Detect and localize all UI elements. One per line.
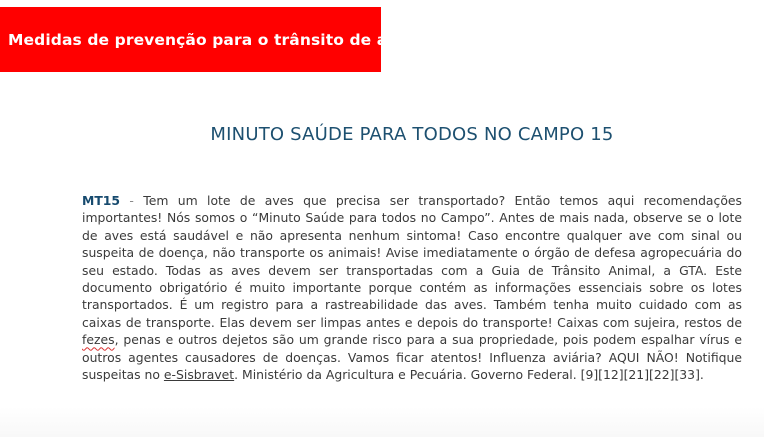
paragraph-text-part3: . Ministério da Agricultura e Pecuária. Governo Federal. [9][12][21][22][33].	[234, 367, 704, 383]
page-bottom-edge	[0, 407, 764, 437]
body-paragraph	[82, 192, 742, 383]
code-label: MT15	[82, 193, 121, 208]
e-sisbravet-link[interactable]: e-Sisbravet	[163, 367, 235, 383]
banner-title: Medidas de prevenção para o trânsito de aves	[8, 30, 418, 49]
section-heading: MINUTO SAÚDE PARA TODOS NO CAMPO 15	[210, 124, 614, 145]
paragraph-text-part1: Tem um lote de aves que precisa ser transportado? Então temos aqui recomendações importantes! Nós somos o “Minuto Saúde para todos no Campo”. Antes de mais nada, observe se o lote de aves está saudável e não apresenta nenhum sintoma! Caso encontre qualquer ave com sinal ou suspeita de doença, não transporte os animais! Avise imediatamente o órgão de defesa agropecuária do seu estado. Todas as aves devem ser transportadas com a Guia de Trânsito Animal, a GTA. Este documento obrigatório é muito importante porque contém as informações essenciais sobre os lotes transportados. É um registro para a rastreabilidade das aves. Também tenha muito cuidado com as caixas de transporte. Elas devem ser limpas antes e depois do transporte! Caixas com sujeira, restos de	[82, 193, 742, 330]
title-banner	[0, 7, 418, 72]
separator-dash: -	[120, 193, 144, 208]
paragraph-text-part2: , penas e outros dejetos são um grande risco para a sua propriedade, pois podem espalhar vírus e outros agentes causadores de doenças. Vamos ficar atentos! Influenza aviária? AQUI NÃO! Notifique suspeitas no	[82, 332, 742, 383]
spellcheck-flagged-word: fezes	[82, 332, 115, 348]
